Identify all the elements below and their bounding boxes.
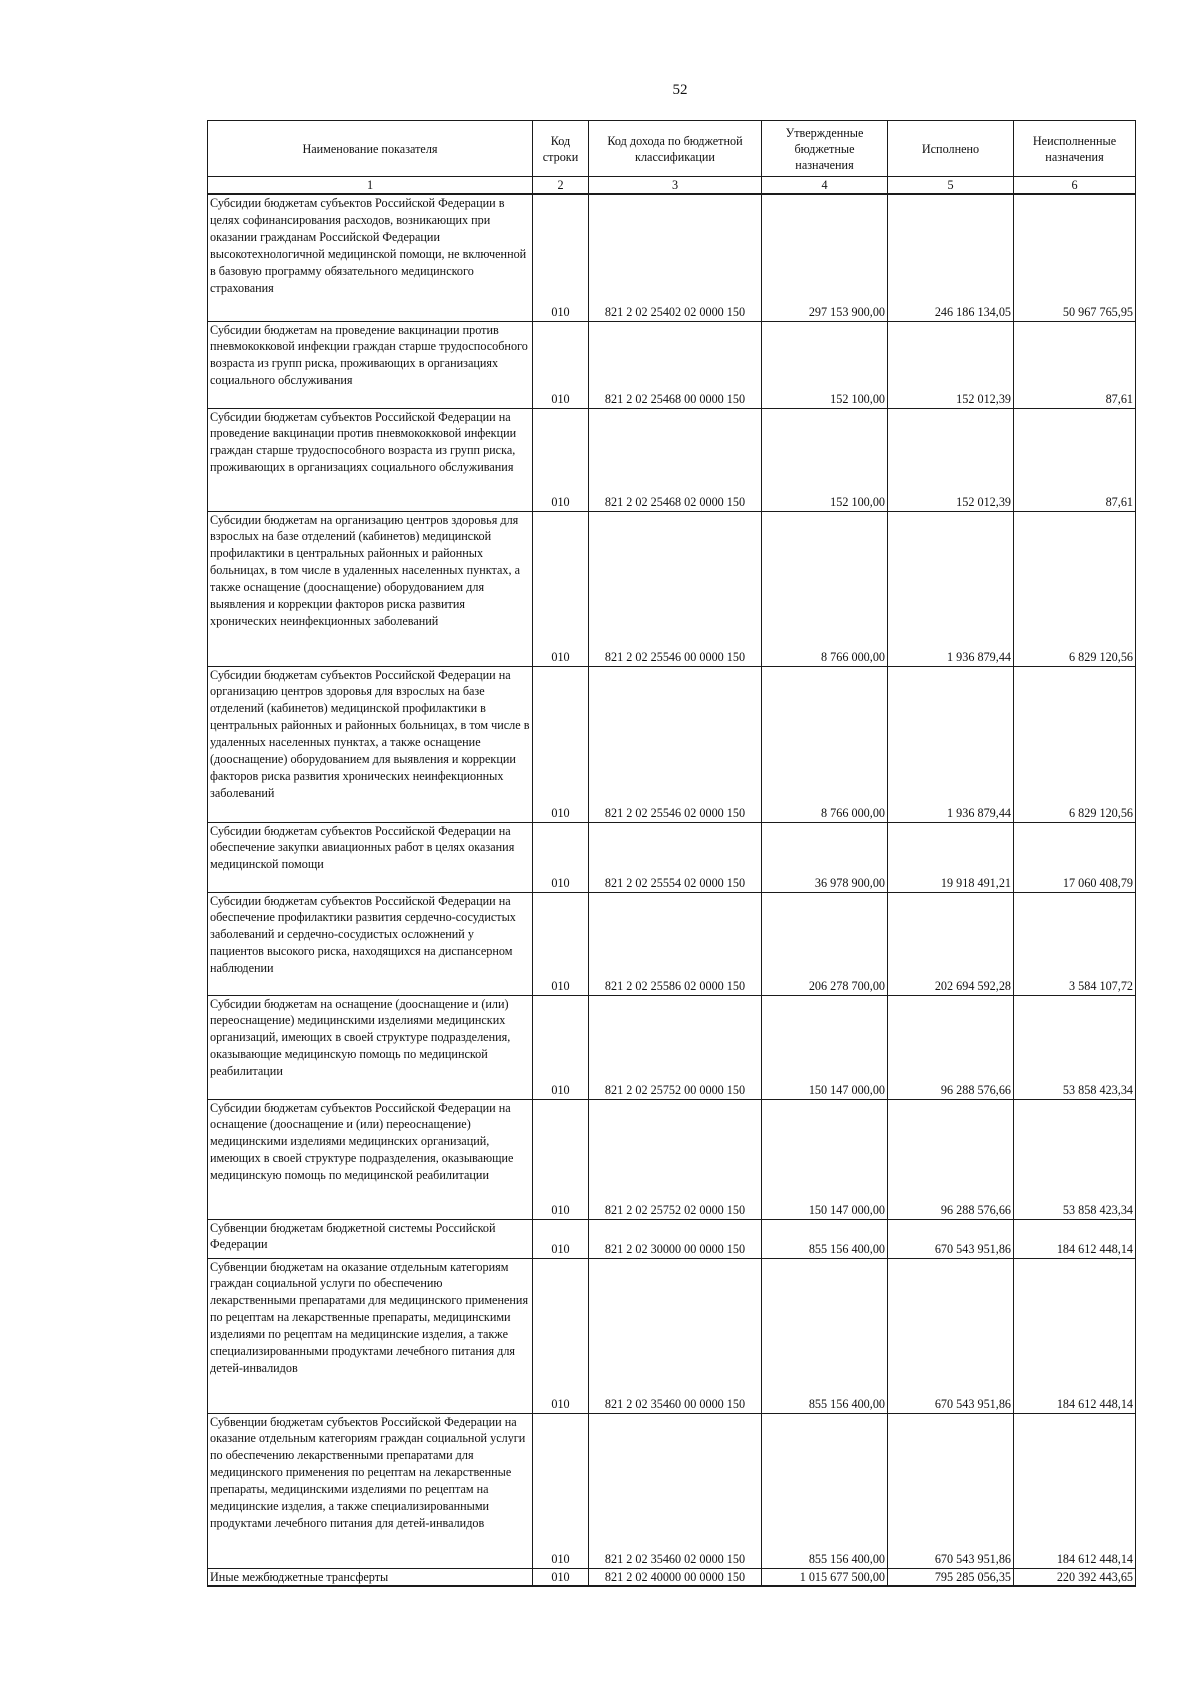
- row-code: 010: [533, 1099, 589, 1219]
- executed-amount: 96 288 576,66: [888, 995, 1014, 1099]
- approved-amount: 36 978 900,00: [762, 822, 888, 892]
- table-row: [208, 408, 1136, 511]
- header-name: Наименование показателя: [208, 121, 533, 177]
- table-header-row: [208, 121, 1136, 177]
- page-number: 52: [672, 82, 688, 98]
- table-row: [208, 995, 1136, 1099]
- column-number: 3: [589, 177, 762, 195]
- unexecuted-amount: 3 584 107,72: [1014, 892, 1136, 995]
- unexecuted-amount: 6 829 120,56: [1014, 666, 1136, 822]
- budget-code: 821 2 02 35460 02 0000 150: [589, 1413, 762, 1568]
- budget-code: 821 2 02 25752 02 0000 150: [589, 1099, 762, 1219]
- indicator-name: Субвенции бюджетам субъектов Российской Федерации на оказание отдельным категориям граждан социальной услуги по обеспечению лекарственными препаратами для медицинского применения по рецептам на лекарственные препараты, медицинскими изделиями по рецептам на медицинские изделия, а также специализированными продуктами лечебного питания для детей-инвалидов: [208, 1413, 533, 1568]
- budget-code: 821 2 02 25546 00 0000 150: [589, 511, 762, 666]
- header-unexecuted: Неисполненные назначения: [1014, 121, 1136, 177]
- row-code: 010: [533, 194, 589, 321]
- approved-amount: 206 278 700,00: [762, 892, 888, 995]
- row-code: 010: [533, 321, 589, 408]
- approved-amount: 8 766 000,00: [762, 666, 888, 822]
- row-code: 010: [533, 666, 589, 822]
- row-code: 010: [533, 408, 589, 511]
- executed-amount: 19 918 491,21: [888, 822, 1014, 892]
- table-row: [208, 666, 1136, 822]
- column-number: 1: [208, 177, 533, 195]
- indicator-name: Субсидии бюджетам субъектов Российской Федерации на обеспечение профилактики развития сердечно-сосудистых заболеваний и сердечно-сосудистых осложнений у пациентов высокого риска, находящихся на диспансерном наблюдении: [208, 892, 533, 995]
- row-code: 010: [533, 1258, 589, 1413]
- executed-amount: 670 543 951,86: [888, 1219, 1014, 1258]
- row-code: 010: [533, 822, 589, 892]
- budget-code: 821 2 02 25554 02 0000 150: [589, 822, 762, 892]
- approved-amount: 855 156 400,00: [762, 1413, 888, 1568]
- indicator-name: Иные межбюджетные трансферты: [208, 1568, 533, 1586]
- table-row: [208, 321, 1136, 408]
- unexecuted-amount: 6 829 120,56: [1014, 511, 1136, 666]
- indicator-name: Субсидии бюджетам субъектов Российской Федерации на проведение вакцинации против пневмококковой инфекции граждан старше трудоспособного возраста из групп риска, проживающих в организациях социального обслуживания: [208, 408, 533, 511]
- unexecuted-amount: 50 967 765,95: [1014, 194, 1136, 321]
- row-code: 010: [533, 1568, 589, 1586]
- table-row: [208, 511, 1136, 666]
- row-code: 010: [533, 1413, 589, 1568]
- table-row: [208, 1568, 1136, 1586]
- column-number: 6: [1014, 177, 1136, 195]
- approved-amount: 152 100,00: [762, 321, 888, 408]
- column-number-row: [208, 177, 1136, 195]
- approved-amount: 150 147 000,00: [762, 995, 888, 1099]
- table-row: [208, 1219, 1136, 1258]
- unexecuted-amount: 184 612 448,14: [1014, 1413, 1136, 1568]
- executed-amount: 96 288 576,66: [888, 1099, 1014, 1219]
- row-code: 010: [533, 511, 589, 666]
- column-number: 4: [762, 177, 888, 195]
- budget-code: 821 2 02 35460 00 0000 150: [589, 1258, 762, 1413]
- indicator-name: Субсидии бюджетам субъектов Российской Федерации на обеспечение закупки авиационных работ в целях оказания медицинской помощи: [208, 822, 533, 892]
- executed-amount: 670 543 951,86: [888, 1258, 1014, 1413]
- unexecuted-amount: 87,61: [1014, 321, 1136, 408]
- table-row: [208, 822, 1136, 892]
- approved-amount: 855 156 400,00: [762, 1219, 888, 1258]
- budget-code: 821 2 02 25752 00 0000 150: [589, 995, 762, 1099]
- budget-code: 821 2 02 25586 02 0000 150: [589, 892, 762, 995]
- unexecuted-amount: 184 612 448,14: [1014, 1258, 1136, 1413]
- column-number: 5: [888, 177, 1014, 195]
- executed-amount: 152 012,39: [888, 321, 1014, 408]
- approved-amount: 150 147 000,00: [762, 1099, 888, 1219]
- header-row-code: Код строки: [533, 121, 589, 177]
- row-code: 010: [533, 1219, 589, 1258]
- approved-amount: 152 100,00: [762, 408, 888, 511]
- budget-code: 821 2 02 25468 02 0000 150: [589, 408, 762, 511]
- budget-code: 821 2 02 25402 02 0000 150: [589, 194, 762, 321]
- header-approved: Утвержденные бюджетные назначения: [762, 121, 888, 177]
- table-row: [208, 892, 1136, 995]
- unexecuted-amount: 53 858 423,34: [1014, 1099, 1136, 1219]
- unexecuted-amount: 220 392 443,65: [1014, 1568, 1136, 1586]
- executed-amount: 246 186 134,05: [888, 194, 1014, 321]
- table-row: [208, 1099, 1136, 1219]
- unexecuted-amount: 87,61: [1014, 408, 1136, 511]
- indicator-name: Субсидии бюджетам субъектов Российской Федерации на организацию центров здоровья для взрослых на базе отделений (кабинетов) медицинской профилактики в центральных районных и районных больницах, в том числе в удаленных населенных пунктах, а также оснащение (дооснащение) оборудованием для выявления и коррекции факторов риска развития хронических неинфекционных заболеваний: [208, 666, 533, 822]
- table-row: [208, 1258, 1136, 1413]
- approved-amount: 855 156 400,00: [762, 1258, 888, 1413]
- table-row: [208, 194, 1136, 321]
- budget-execution-table: [207, 120, 1136, 1587]
- approved-amount: 297 153 900,00: [762, 194, 888, 321]
- indicator-name: Субсидии бюджетам на проведение вакцинации против пневмококковой инфекции граждан старше трудоспособного возраста из групп риска, проживающих в организациях социального обслуживания: [208, 321, 533, 408]
- row-code: 010: [533, 995, 589, 1099]
- executed-amount: 670 543 951,86: [888, 1413, 1014, 1568]
- header-kbk: Код дохода по бюджетной классификации: [589, 121, 762, 177]
- table-row: [208, 1413, 1136, 1568]
- indicator-name: Субсидии бюджетам субъектов Российской Федерации в целях софинансирования расходов, возникающих при оказании гражданам Российской Федерации высокотехнологичной медицинской помощи, не включенной в базовую программу обязательного медицинского страхования: [208, 194, 533, 321]
- unexecuted-amount: 184 612 448,14: [1014, 1219, 1136, 1258]
- indicator-name: Субсидии бюджетам субъектов Российской Федерации на оснащение (дооснащение и (или) переоснащение) медицинскими изделиями медицинских организаций, имеющих в своей структуре подразделения, оказывающие медицинскую помощь по медицинской реабилитации: [208, 1099, 533, 1219]
- budget-code: 821 2 02 40000 00 0000 150: [589, 1568, 762, 1586]
- unexecuted-amount: 53 858 423,34: [1014, 995, 1136, 1099]
- indicator-name: Субсидии бюджетам на оснащение (дооснащение и (или) переоснащение) медицинскими изделиями медицинских организаций, имеющих в своей структуре подразделения, оказывающие медицинскую помощь по медицинской реабилитации: [208, 995, 533, 1099]
- column-number: 2: [533, 177, 589, 195]
- approved-amount: 1 015 677 500,00: [762, 1568, 888, 1586]
- indicator-name: Субсидии бюджетам на организацию центров здоровья для взрослых на базе отделений (кабинетов) медицинской профилактики в центральных районных и районных больницах, в том числе в удаленных населенных пунктах, а также оснащение (дооснащение) оборудованием для выявления и коррекции факторов риска развития хронических неинфекционных заболеваний: [208, 511, 533, 666]
- approved-amount: 8 766 000,00: [762, 511, 888, 666]
- unexecuted-amount: 17 060 408,79: [1014, 822, 1136, 892]
- executed-amount: 1 936 879,44: [888, 511, 1014, 666]
- row-code: 010: [533, 892, 589, 995]
- budget-code: 821 2 02 30000 00 0000 150: [589, 1219, 762, 1258]
- budget-code: 821 2 02 25546 02 0000 150: [589, 666, 762, 822]
- indicator-name: Субвенции бюджетам на оказание отдельным категориям граждан социальной услуги по обеспечению лекарственными препаратами для медицинского применения по рецептам на лекарственные препараты, медицинскими изделиями по рецептам на медицинские изделия, а также специализированными продуктами лечебного питания для детей-инвалидов: [208, 1258, 533, 1413]
- executed-amount: 152 012,39: [888, 408, 1014, 511]
- indicator-name: Субвенции бюджетам бюджетной системы Российской Федерации: [208, 1219, 533, 1258]
- executed-amount: 795 285 056,35: [888, 1568, 1014, 1586]
- header-executed: Исполнено: [888, 121, 1014, 177]
- budget-code: 821 2 02 25468 00 0000 150: [589, 321, 762, 408]
- executed-amount: 202 694 592,28: [888, 892, 1014, 995]
- executed-amount: 1 936 879,44: [888, 666, 1014, 822]
